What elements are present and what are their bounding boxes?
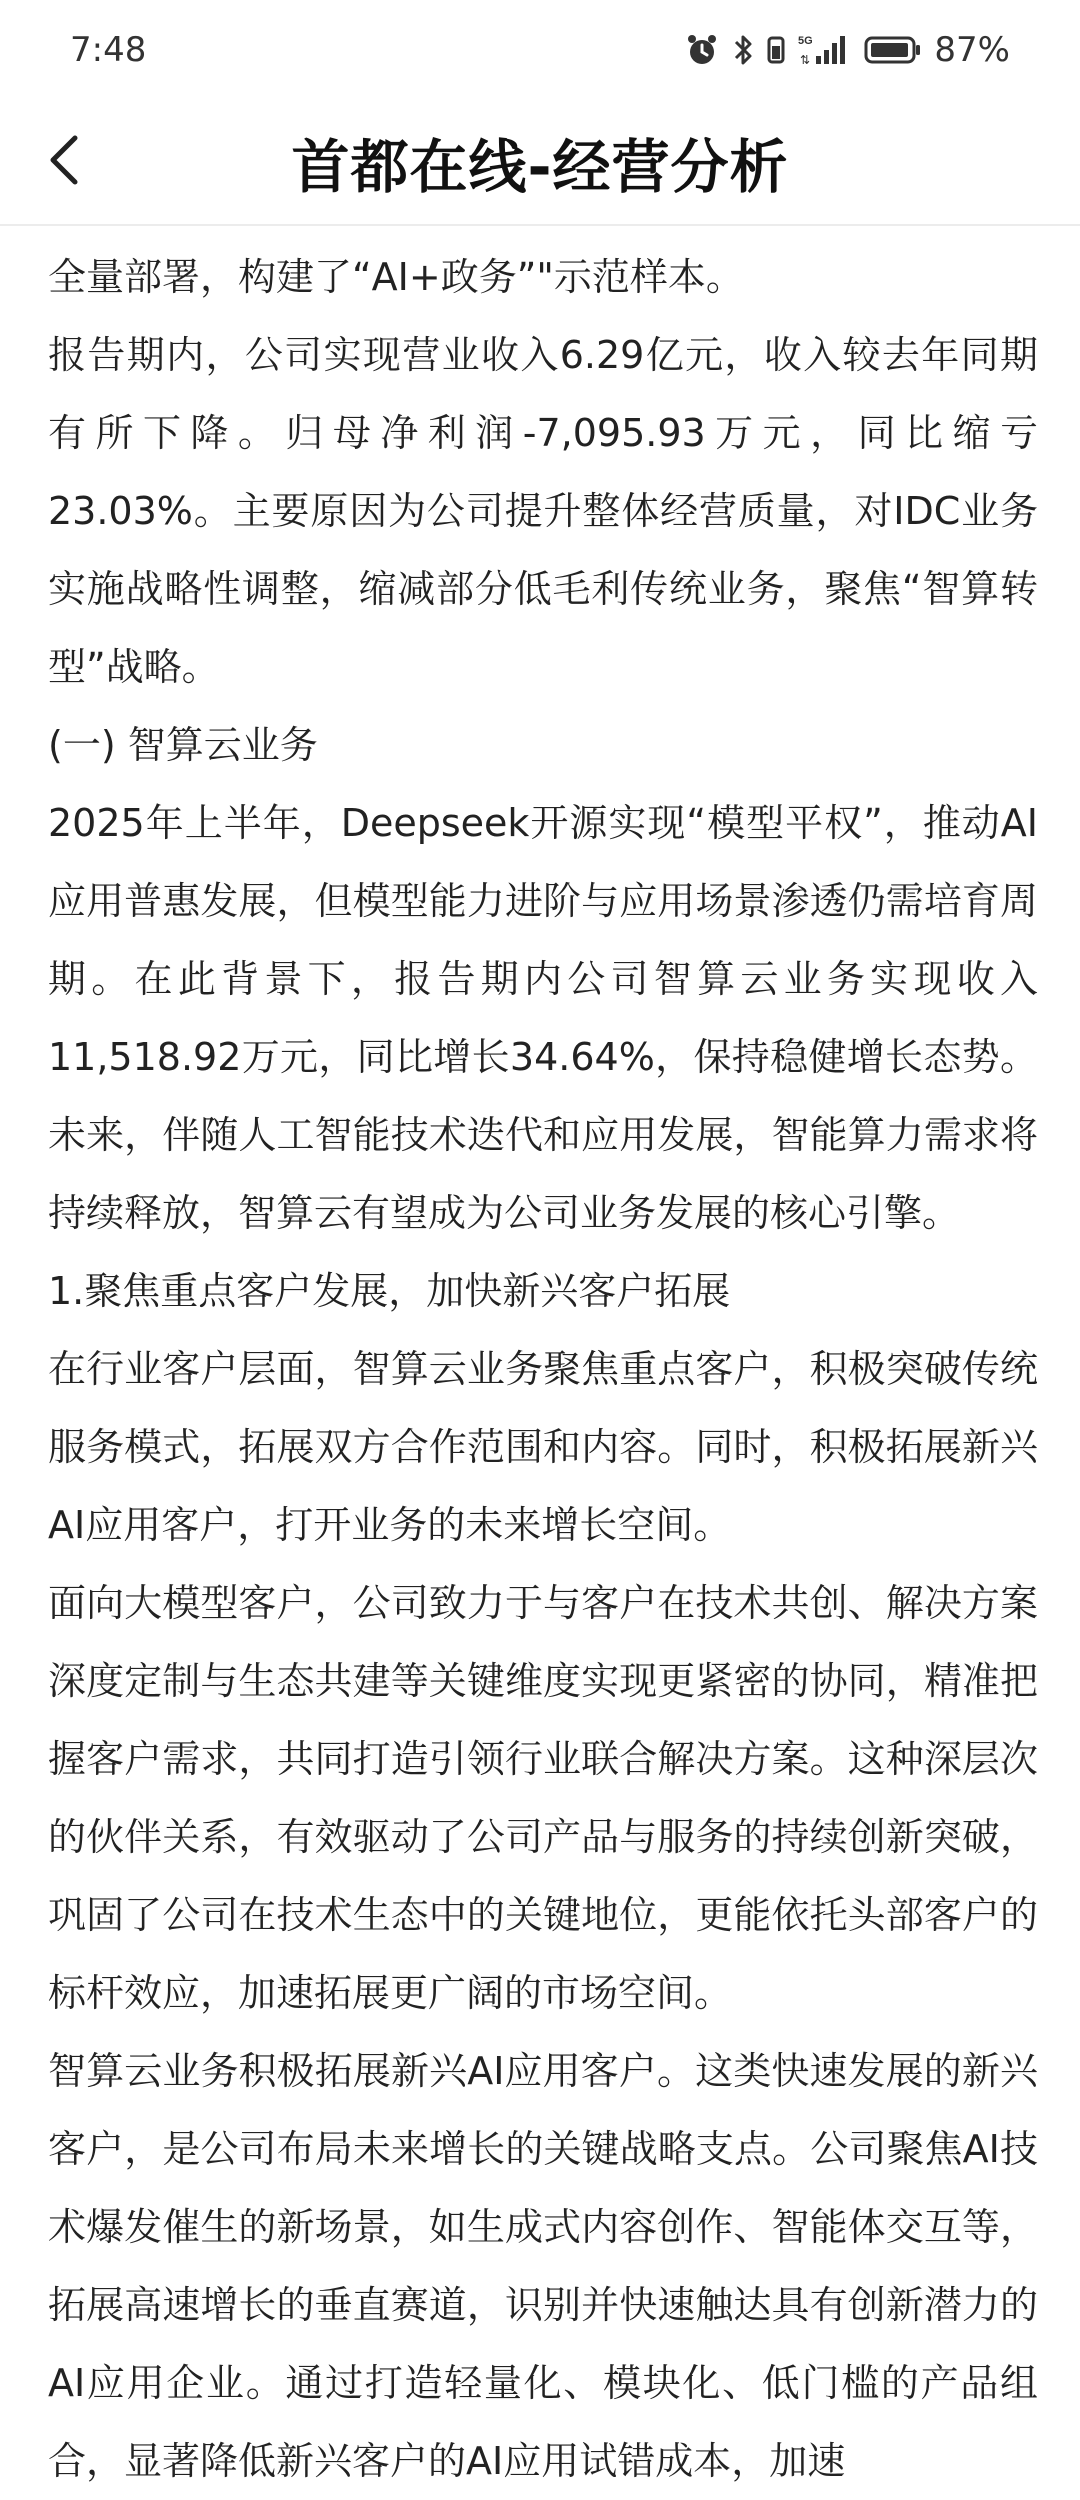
article-paragraph: 面向大模型客户，公司致力于与客户在技术共创、解决方案深度定制与生态共建等关键维度实现更紧密的协同，精准把握客户需求，共同打造引领行业联合解决方案。这种深层次的伙伴关系，有效驱动了公司产品与服务的持续创新突破，巩固了公司在技术生态中的关键地位，更能依托头部客户的标杆效应，加速拓展更广阔的市场空间。: [48, 1581, 1038, 2015]
alarm-icon: [684, 32, 720, 68]
app-header: [0, 100, 1080, 226]
svg-text:⇅: ⇅: [800, 53, 811, 67]
battery-percent: 87%: [934, 30, 1010, 70]
section-heading: (一) 智算云业务: [48, 723, 318, 767]
article-paragraph: 2025年上半年，Deepseek开源实现“模型平权”，推动AI应用普惠发展，但模型能力进阶与应用场景渗透仍需培育周期。在此背景下，报告期内公司智算云业务实现收入11,518.92万元，同比增长34.64%，保持稳健增长态势。未来，伴随人工智能技术迭代和应用发展，智能算力需求将持续释放，智算云有望成为公司业务发展的核心引擎。: [48, 801, 1038, 1235]
battery-icon: [864, 32, 922, 68]
status-time: 7:48: [70, 30, 147, 70]
vibrate-icon: [766, 32, 786, 68]
article-paragraph: 报告期内，公司实现营业收入6.29亿元，收入较去年同期有所下降。归母净利润-7,095.93万元，同比缩亏23.03%。主要原因为公司提升整体经营质量，对IDC业务实施战略性调整，缩减部分低毛利传统业务，聚焦“智算转型”战略。: [48, 333, 1038, 689]
status-icons: [684, 30, 1010, 70]
article-paragraph: 全量部署，构建了“AI+政务”"示范样本。: [48, 255, 744, 299]
bluetooth-icon: [732, 32, 754, 68]
signal-icon: [798, 32, 852, 68]
page-title: 首都在线-经营分析: [291, 133, 789, 201]
subsection-heading: 1.聚焦重点客户发展，加快新兴客户拓展: [48, 1269, 731, 1313]
article-content: [48, 238, 1038, 2500]
chevron-left-icon: [45, 132, 85, 192]
svg-text:5G: 5G: [798, 35, 814, 47]
status-bar: [0, 0, 1080, 100]
article-paragraph: 智算云业务积极拓展新兴AI应用客户。这类快速发展的新兴客户，是公司布局未来增长的关键战略支点。公司聚焦AI技术爆发催生的新场景，如生成式内容创作、智能体交互等，拓展高速增长的垂直赛道，识别并快速触达具有创新潜力的AI应用企业。通过打造轻量化、模块化、低门槛的产品组合，显著降低新兴客户的AI应用试错成本，加速: [48, 2049, 1038, 2483]
article-paragraph: 在行业客户层面，智算云业务聚焦重点客户，积极突破传统服务模式，拓展双方合作范围和内容。同时，积极拓展新兴AI应用客户，打开业务的未来增长空间。: [48, 1347, 1038, 1547]
back-button[interactable]: [30, 127, 100, 197]
